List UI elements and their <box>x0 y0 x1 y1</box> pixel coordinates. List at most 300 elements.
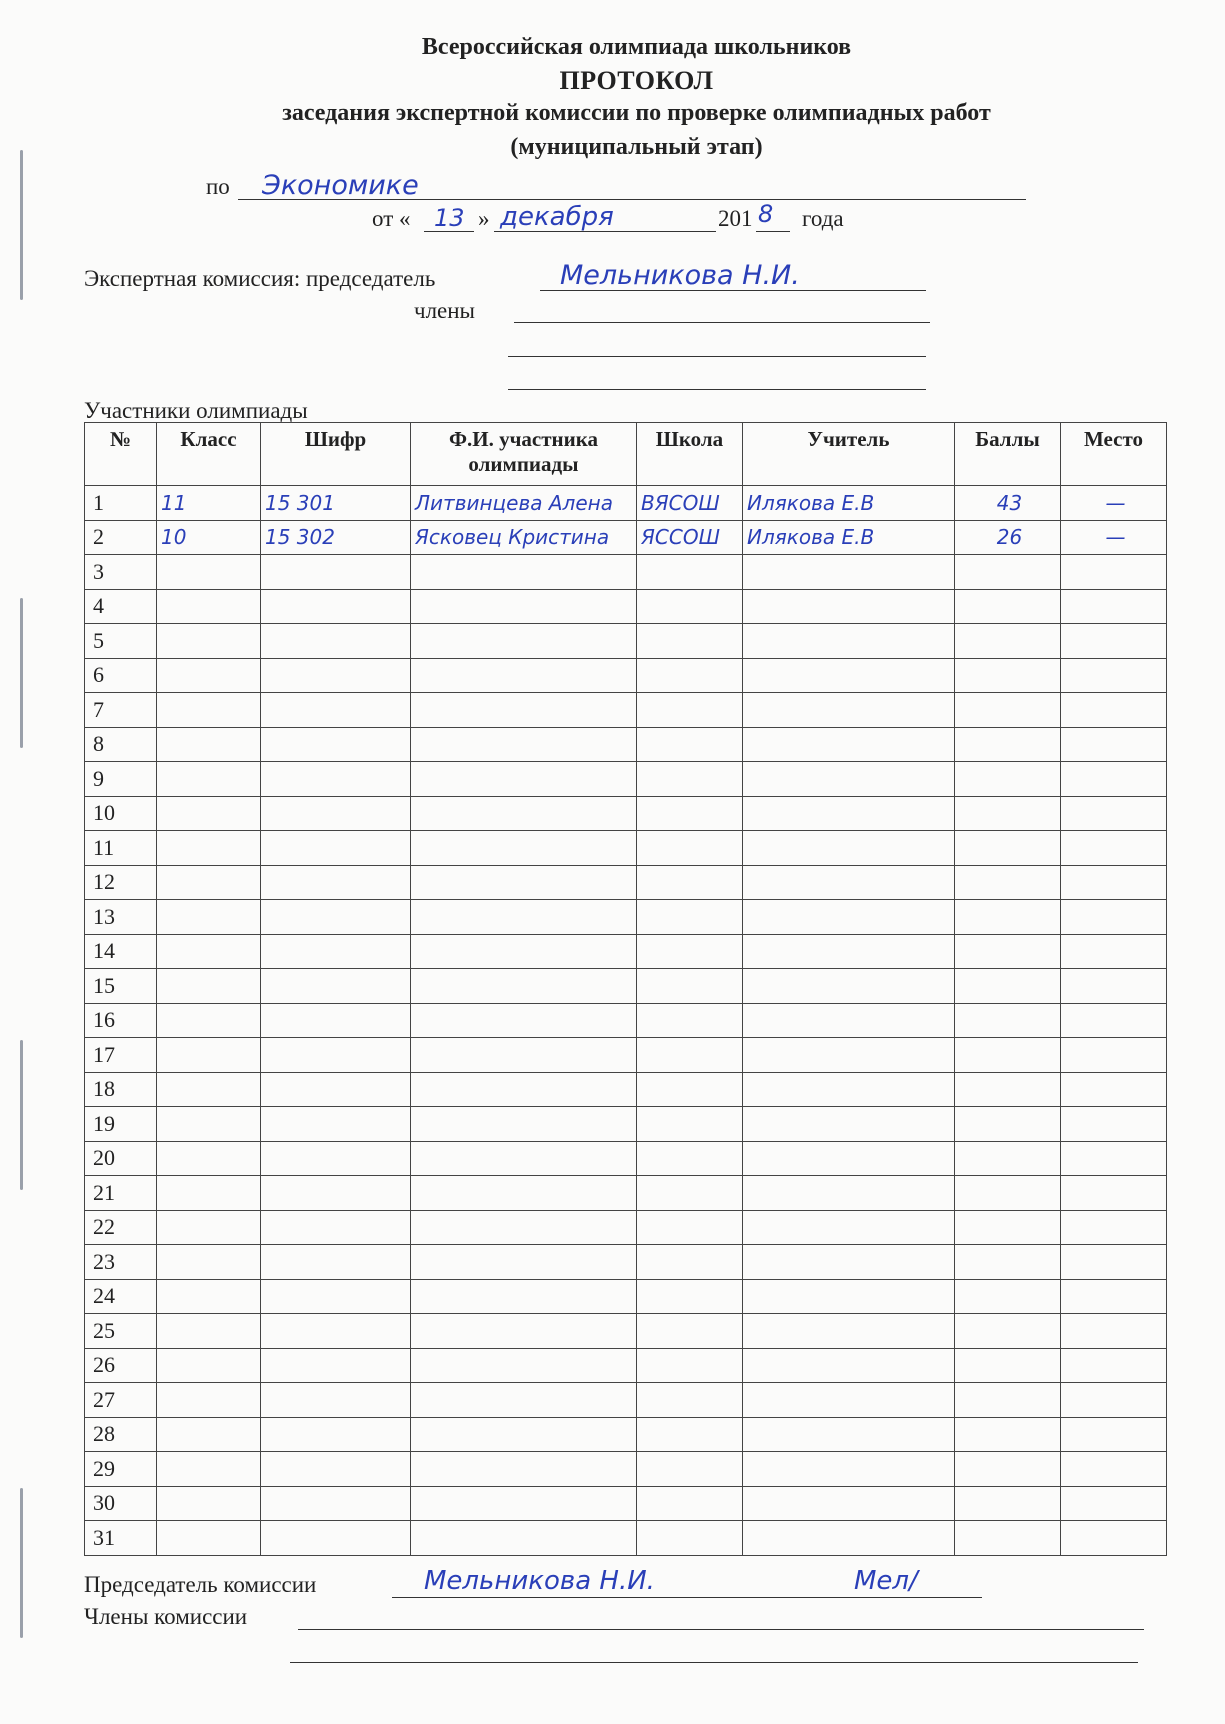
row-grade <box>157 1072 261 1107</box>
row-code <box>261 969 411 1004</box>
commission-chair-value: Мельникова Н.И. <box>560 260 800 291</box>
row-school <box>637 1348 743 1383</box>
participants-label: Участники олимпиады <box>84 398 308 423</box>
row-place <box>1061 1417 1167 1452</box>
participants-table <box>84 422 1167 1556</box>
row-teacher <box>743 658 955 693</box>
row-place <box>1061 1279 1167 1314</box>
row-teacher <box>743 1210 955 1245</box>
row-name <box>411 796 637 831</box>
row-name <box>411 555 637 590</box>
row-grade <box>157 1038 261 1073</box>
col-header-score: Баллы <box>955 423 1061 486</box>
row-score <box>955 1107 1061 1142</box>
row-teacher <box>743 934 955 969</box>
row-school <box>637 762 743 797</box>
row-school <box>637 1417 743 1452</box>
row-number: 4 <box>85 589 157 624</box>
row-place <box>1061 1486 1167 1521</box>
row-code <box>261 1279 411 1314</box>
row-number: 2 <box>85 520 157 555</box>
row-place: — <box>1061 520 1167 555</box>
members-underline-2 <box>508 356 926 357</box>
row-teacher <box>743 865 955 900</box>
row-code <box>261 831 411 866</box>
row-code <box>261 1107 411 1142</box>
olympiad-title: Всероссийская олимпиада школьников <box>421 34 852 60</box>
row-name <box>411 1038 637 1073</box>
row-code <box>261 1210 411 1245</box>
table-row <box>85 486 1167 521</box>
row-code <box>261 693 411 728</box>
row-code <box>261 1486 411 1521</box>
row-score <box>955 1314 1061 1349</box>
row-score <box>955 589 1061 624</box>
row-school <box>637 1486 743 1521</box>
table-row <box>85 1521 1167 1556</box>
row-teacher <box>743 1141 955 1176</box>
row-code <box>261 762 411 797</box>
row-teacher <box>743 1003 955 1038</box>
row-school <box>637 555 743 590</box>
row-code <box>261 1383 411 1418</box>
date-day: 13 <box>434 204 465 232</box>
row-number: 6 <box>85 658 157 693</box>
row-number: 30 <box>85 1486 157 1521</box>
row-code <box>261 727 411 762</box>
row-grade: 11 <box>157 486 261 521</box>
row-name <box>411 1176 637 1211</box>
row-score <box>955 1210 1061 1245</box>
row-number: 24 <box>85 1279 157 1314</box>
col-header-number: № <box>85 423 157 486</box>
row-name <box>411 1452 637 1487</box>
table-row <box>85 1348 1167 1383</box>
row-score <box>955 1348 1061 1383</box>
row-grade <box>157 1521 261 1556</box>
date-prefix: от « <box>372 206 411 231</box>
row-number: 1 <box>85 486 157 521</box>
row-number: 22 <box>85 1210 157 1245</box>
row-place <box>1061 1072 1167 1107</box>
row-place <box>1061 1245 1167 1280</box>
row-score <box>955 762 1061 797</box>
table-row <box>85 1486 1167 1521</box>
table-row <box>85 762 1167 797</box>
row-name <box>411 969 637 1004</box>
row-place <box>1061 658 1167 693</box>
row-school <box>637 1452 743 1487</box>
table-row <box>85 693 1167 728</box>
row-grade <box>157 589 261 624</box>
members-underline-3 <box>508 389 926 390</box>
col-header-place: Место <box>1061 423 1167 486</box>
row-name <box>411 900 637 935</box>
row-teacher <box>743 1348 955 1383</box>
row-teacher <box>743 796 955 831</box>
row-number: 23 <box>85 1245 157 1280</box>
commission-chair-label: Экспертная комиссия: председатель <box>84 266 436 291</box>
row-grade <box>157 1314 261 1349</box>
row-name <box>411 1417 637 1452</box>
table-row <box>85 1279 1167 1314</box>
row-teacher <box>743 1486 955 1521</box>
row-score: 26 <box>955 520 1061 555</box>
row-number: 10 <box>85 796 157 831</box>
row-code <box>261 865 411 900</box>
subject-value: Экономике <box>262 170 419 201</box>
row-score <box>955 658 1061 693</box>
table-row <box>85 1452 1167 1487</box>
row-school <box>637 693 743 728</box>
row-score <box>955 1003 1061 1038</box>
row-number: 26 <box>85 1348 157 1383</box>
row-number: 28 <box>85 1417 157 1452</box>
stage-title: (муниципальный этап) <box>510 134 763 160</box>
row-school <box>637 1314 743 1349</box>
row-number: 20 <box>85 1141 157 1176</box>
row-score <box>955 865 1061 900</box>
row-score <box>955 1072 1061 1107</box>
row-school <box>637 727 743 762</box>
row-grade <box>157 658 261 693</box>
footer-members-label: Члены комиссии <box>84 1604 248 1629</box>
row-code <box>261 1245 411 1280</box>
subject-label: по <box>206 174 230 199</box>
table-row <box>85 796 1167 831</box>
row-name <box>411 727 637 762</box>
table-row <box>85 1107 1167 1142</box>
row-number: 5 <box>85 624 157 659</box>
row-teacher <box>743 1417 955 1452</box>
row-name <box>411 1003 637 1038</box>
row-teacher <box>743 762 955 797</box>
row-name <box>411 1107 637 1142</box>
row-number: 9 <box>85 762 157 797</box>
row-number: 27 <box>85 1383 157 1418</box>
row-place <box>1061 934 1167 969</box>
row-teacher: Илякова Е.В <box>743 486 955 521</box>
table-row <box>85 1141 1167 1176</box>
row-school <box>637 658 743 693</box>
row-number: 12 <box>85 865 157 900</box>
protocol-title: ПРОТОКОЛ <box>559 66 714 95</box>
table-row <box>85 727 1167 762</box>
row-score <box>955 796 1061 831</box>
row-name <box>411 1245 637 1280</box>
row-place <box>1061 1348 1167 1383</box>
row-teacher <box>743 1383 955 1418</box>
row-grade <box>157 727 261 762</box>
row-grade <box>157 1210 261 1245</box>
row-grade <box>157 900 261 935</box>
row-name: Литвинцева Алена <box>411 486 637 521</box>
row-score <box>955 693 1061 728</box>
row-grade <box>157 1141 261 1176</box>
footer-chair-signature: Мел/ <box>854 1566 918 1596</box>
row-place <box>1061 693 1167 728</box>
footer-chair-underline <box>392 1597 982 1598</box>
row-grade <box>157 1348 261 1383</box>
row-place <box>1061 1314 1167 1349</box>
table-row <box>85 1245 1167 1280</box>
table-row <box>85 969 1167 1004</box>
row-number: 31 <box>85 1521 157 1556</box>
row-teacher <box>743 1452 955 1487</box>
col-header-name: Ф.И. участника олимпиады <box>411 423 637 486</box>
row-name <box>411 1314 637 1349</box>
row-place <box>1061 555 1167 590</box>
row-teacher <box>743 727 955 762</box>
row-code <box>261 1003 411 1038</box>
row-grade <box>157 762 261 797</box>
row-code <box>261 1452 411 1487</box>
row-place <box>1061 1452 1167 1487</box>
row-name <box>411 1141 637 1176</box>
row-score <box>955 969 1061 1004</box>
row-score: 43 <box>955 486 1061 521</box>
row-code <box>261 1417 411 1452</box>
row-teacher <box>743 555 955 590</box>
row-school <box>637 1072 743 1107</box>
row-place <box>1061 1107 1167 1142</box>
col-header-code: Шифр <box>261 423 411 486</box>
row-score <box>955 1038 1061 1073</box>
table-row <box>85 1383 1167 1418</box>
row-number: 14 <box>85 934 157 969</box>
scan-edge-mark <box>20 598 23 748</box>
row-name <box>411 865 637 900</box>
table-row <box>85 900 1167 935</box>
row-grade <box>157 555 261 590</box>
row-score <box>955 900 1061 935</box>
row-number: 19 <box>85 1107 157 1142</box>
row-name <box>411 1210 637 1245</box>
row-name: Ясковец Кристина <box>411 520 637 555</box>
table-row <box>85 624 1167 659</box>
row-grade <box>157 1245 261 1280</box>
row-teacher <box>743 1314 955 1349</box>
table-row <box>85 658 1167 693</box>
row-code <box>261 900 411 935</box>
date-mid: » <box>478 206 490 231</box>
row-code <box>261 589 411 624</box>
row-number: 11 <box>85 831 157 866</box>
row-grade <box>157 1452 261 1487</box>
row-number: 25 <box>85 1314 157 1349</box>
row-place <box>1061 624 1167 659</box>
row-score <box>955 624 1061 659</box>
row-grade <box>157 624 261 659</box>
row-name <box>411 1348 637 1383</box>
row-place <box>1061 831 1167 866</box>
row-school: ЯССОШ <box>637 520 743 555</box>
row-score <box>955 727 1061 762</box>
row-code <box>261 1348 411 1383</box>
row-code: 15 301 <box>261 486 411 521</box>
row-score <box>955 1452 1061 1487</box>
date-suffix: года <box>802 206 844 231</box>
row-code <box>261 658 411 693</box>
table-row <box>85 865 1167 900</box>
row-name <box>411 1383 637 1418</box>
row-school: ВЯСОШ <box>637 486 743 521</box>
row-number: 15 <box>85 969 157 1004</box>
row-school <box>637 1210 743 1245</box>
row-grade <box>157 934 261 969</box>
row-code <box>261 934 411 969</box>
row-teacher <box>743 900 955 935</box>
row-grade <box>157 693 261 728</box>
session-title: заседания экспертной комиссии по проверке олимпиадных работ <box>282 100 991 126</box>
row-name <box>411 934 637 969</box>
row-code <box>261 1314 411 1349</box>
row-score <box>955 1141 1061 1176</box>
row-teacher <box>743 589 955 624</box>
date-year-prefix: 201 <box>718 206 753 231</box>
row-teacher <box>743 1245 955 1280</box>
row-number: 21 <box>85 1176 157 1211</box>
col-header-teacher: Учитель <box>743 423 955 486</box>
row-school <box>637 969 743 1004</box>
row-number: 7 <box>85 693 157 728</box>
row-grade <box>157 1417 261 1452</box>
row-score <box>955 831 1061 866</box>
table-row <box>85 1314 1167 1349</box>
row-school <box>637 1521 743 1556</box>
row-school <box>637 624 743 659</box>
table-row <box>85 1072 1167 1107</box>
row-score <box>955 1521 1061 1556</box>
row-place: — <box>1061 486 1167 521</box>
row-teacher <box>743 1107 955 1142</box>
table-row <box>85 520 1167 555</box>
row-teacher <box>743 831 955 866</box>
scan-edge-mark <box>20 150 23 300</box>
row-place <box>1061 969 1167 1004</box>
row-grade <box>157 796 261 831</box>
table-row <box>85 831 1167 866</box>
row-code <box>261 1072 411 1107</box>
row-grade <box>157 1486 261 1521</box>
members-underline-1 <box>514 322 930 323</box>
table-row <box>85 1176 1167 1211</box>
row-name <box>411 1486 637 1521</box>
row-code <box>261 1038 411 1073</box>
scan-edge-mark <box>20 1040 23 1190</box>
row-score <box>955 1176 1061 1211</box>
table-row <box>85 1417 1167 1452</box>
row-place <box>1061 865 1167 900</box>
row-place <box>1061 1003 1167 1038</box>
row-place <box>1061 1176 1167 1211</box>
row-number: 18 <box>85 1072 157 1107</box>
row-place <box>1061 589 1167 624</box>
row-name <box>411 831 637 866</box>
row-school <box>637 1245 743 1280</box>
row-name <box>411 658 637 693</box>
table-row <box>85 555 1167 590</box>
row-place <box>1061 1521 1167 1556</box>
row-number: 29 <box>85 1452 157 1487</box>
row-grade <box>157 969 261 1004</box>
row-score <box>955 1417 1061 1452</box>
row-place <box>1061 1038 1167 1073</box>
row-name <box>411 1279 637 1314</box>
row-place <box>1061 1383 1167 1418</box>
row-teacher <box>743 1038 955 1073</box>
row-place <box>1061 900 1167 935</box>
row-code: 15 302 <box>261 520 411 555</box>
date-year-underline <box>756 231 790 232</box>
row-school <box>637 934 743 969</box>
row-name <box>411 693 637 728</box>
row-grade <box>157 831 261 866</box>
row-code <box>261 555 411 590</box>
row-code <box>261 1141 411 1176</box>
row-name <box>411 589 637 624</box>
row-place <box>1061 1141 1167 1176</box>
row-name <box>411 1072 637 1107</box>
row-code <box>261 1176 411 1211</box>
row-name <box>411 1521 637 1556</box>
row-teacher <box>743 969 955 1004</box>
row-score <box>955 1245 1061 1280</box>
table-row <box>85 934 1167 969</box>
row-grade <box>157 865 261 900</box>
footer-members-underline-1 <box>298 1629 1144 1630</box>
table-row <box>85 1210 1167 1245</box>
row-number: 3 <box>85 555 157 590</box>
row-grade: 10 <box>157 520 261 555</box>
row-grade <box>157 1176 261 1211</box>
row-teacher <box>743 1279 955 1314</box>
row-teacher <box>743 1176 955 1211</box>
commission-members-label: члены <box>414 298 476 323</box>
row-number: 16 <box>85 1003 157 1038</box>
table-row <box>85 1003 1167 1038</box>
row-number: 13 <box>85 900 157 935</box>
row-teacher <box>743 1521 955 1556</box>
row-school <box>637 1038 743 1073</box>
row-school <box>637 1176 743 1211</box>
row-place <box>1061 1210 1167 1245</box>
row-code <box>261 1521 411 1556</box>
footer-members-underline-2 <box>290 1662 1138 1663</box>
footer-chair-label: Председатель комиссии <box>84 1572 317 1597</box>
row-school <box>637 796 743 831</box>
table-row <box>85 589 1167 624</box>
row-name <box>411 624 637 659</box>
row-teacher <box>743 624 955 659</box>
row-school <box>637 589 743 624</box>
row-place <box>1061 727 1167 762</box>
row-score <box>955 555 1061 590</box>
row-school <box>637 900 743 935</box>
table-header-row <box>85 423 1167 486</box>
col-header-grade: Класс <box>157 423 261 486</box>
row-school <box>637 1279 743 1314</box>
row-grade <box>157 1003 261 1038</box>
row-number: 17 <box>85 1038 157 1073</box>
row-school <box>637 1003 743 1038</box>
row-grade <box>157 1107 261 1142</box>
row-place <box>1061 796 1167 831</box>
row-school <box>637 831 743 866</box>
row-number: 8 <box>85 727 157 762</box>
row-grade <box>157 1383 261 1418</box>
date-year-digit: 8 <box>758 200 774 228</box>
